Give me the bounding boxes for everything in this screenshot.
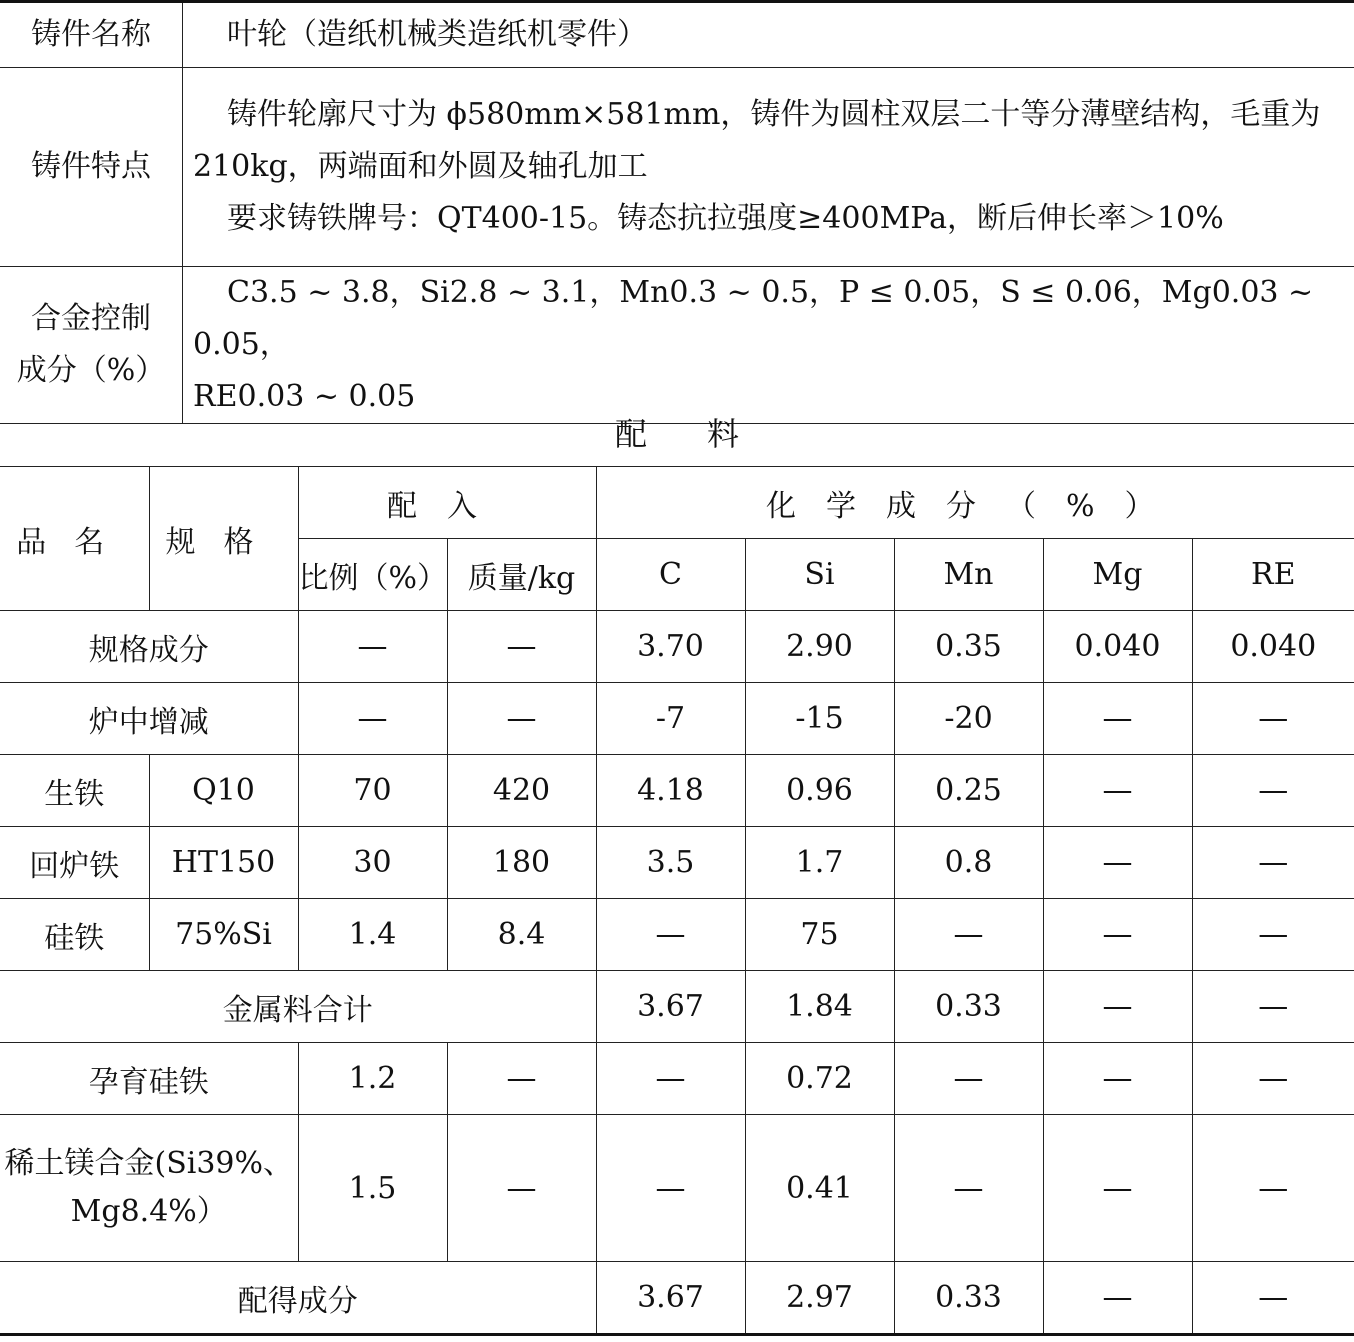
cell-mg: — xyxy=(1043,899,1192,971)
cell-mass: 420 xyxy=(447,755,596,827)
cell-spec: Q10 xyxy=(149,755,298,827)
cell-mn: — xyxy=(894,1043,1043,1115)
cell-si: 1.84 xyxy=(745,971,894,1043)
cell-si: -15 xyxy=(745,683,894,755)
table-row xyxy=(0,683,1354,755)
cell-ratio: 1.2 xyxy=(298,1043,447,1115)
cell-mn: 0.8 xyxy=(894,827,1043,899)
header-mg: Mg xyxy=(1043,539,1192,611)
header-name: 品名 xyxy=(0,467,149,611)
header-re: RE xyxy=(1192,539,1354,611)
table-row xyxy=(0,1043,1354,1115)
row-label: 规格成分 xyxy=(0,611,298,683)
cell-ratio: — xyxy=(298,611,447,683)
casting-feature-row xyxy=(0,68,1354,267)
row-label xyxy=(0,1115,298,1262)
casting-name-row xyxy=(0,2,1354,68)
header-si: Si xyxy=(745,539,894,611)
alloy-label-line-2: 成分（%） xyxy=(16,353,166,388)
header-mass: 质量/kg xyxy=(447,539,596,611)
cell-mn: 0.25 xyxy=(894,755,1043,827)
cell-name: 硅铁 xyxy=(0,899,149,971)
cell-ratio: 30 xyxy=(298,827,447,899)
cell-mg: — xyxy=(1043,827,1192,899)
row-label-line-2: Mg8.4%） xyxy=(70,1194,227,1229)
cell-re: — xyxy=(1192,1262,1354,1335)
feature-line-1: 铸件轮廓尺寸为 ϕ580mm×581mm，铸件为圆柱双层二十等分薄壁结构，毛重为 xyxy=(227,97,1321,132)
header-c: C xyxy=(596,539,745,611)
cell-spec: HT150 xyxy=(149,827,298,899)
table-row xyxy=(0,611,1354,683)
cell-si: 1.7 xyxy=(745,827,894,899)
cell-mg: — xyxy=(1043,683,1192,755)
cell-name: 生铁 xyxy=(0,755,149,827)
casting-feature-label: 铸件特点 xyxy=(0,68,183,267)
casting-name-value: 叶轮（造纸机械类造纸机零件） xyxy=(183,2,1354,68)
cell-c: 3.70 xyxy=(596,611,745,683)
table-row xyxy=(0,1262,1354,1335)
feature-line-3: 要求铸铁牌号：QT400-15。铸态抗拉强度≥400MPa，断后伸长率＞10% xyxy=(227,201,1224,236)
cell-c: 3.5 xyxy=(596,827,745,899)
cell-mn: 0.33 xyxy=(894,1262,1043,1335)
row-label-line-1: 稀土镁合金(Si39%、 xyxy=(4,1146,294,1181)
alloy-line-2: RE0.03 ~ 0.05 xyxy=(193,379,416,414)
cell-mass: — xyxy=(447,683,596,755)
table-row xyxy=(0,899,1354,971)
cell-c: — xyxy=(596,899,745,971)
cell-mg: — xyxy=(1043,971,1192,1043)
cell-c: 3.67 xyxy=(596,1262,745,1335)
table-row xyxy=(0,755,1354,827)
cell-re: — xyxy=(1192,1043,1354,1115)
header-mn: Mn xyxy=(894,539,1043,611)
cell-mg: — xyxy=(1043,1115,1192,1262)
cell-ratio: — xyxy=(298,683,447,755)
cell-c: -7 xyxy=(596,683,745,755)
cell-si: 2.90 xyxy=(745,611,894,683)
cell-mg: 0.040 xyxy=(1043,611,1192,683)
table-row xyxy=(0,827,1354,899)
feature-line-2: 210kg，两端面和外圆及轴孔加工 xyxy=(193,149,648,184)
cell-si: 2.97 xyxy=(745,1262,894,1335)
cell-si: 0.72 xyxy=(745,1043,894,1115)
burden-table xyxy=(0,466,1354,1336)
cell-re: — xyxy=(1192,827,1354,899)
cell-mass: 8.4 xyxy=(447,899,596,971)
cell-mg: — xyxy=(1043,1262,1192,1335)
cell-mg: — xyxy=(1043,755,1192,827)
cell-c: 4.18 xyxy=(596,755,745,827)
cell-mn: -20 xyxy=(894,683,1043,755)
cell-re: — xyxy=(1192,683,1354,755)
table-row xyxy=(0,1115,1354,1262)
alloy-line-1: C3.5 ~ 3.8，Si2.8 ~ 3.1，Mn0.3 ~ 0.5，P ≤ 0.05，S ≤ 0.06，Mg0.03 ~ 0.05， xyxy=(193,275,1314,362)
cell-mn: — xyxy=(894,1115,1043,1262)
row-label: 配得成分 xyxy=(0,1262,596,1335)
cell-spec: 75%Si xyxy=(149,899,298,971)
cell-ratio: 1.4 xyxy=(298,899,447,971)
cell-ratio: 70 xyxy=(298,755,447,827)
section-title: 配料 xyxy=(614,415,799,453)
cell-si: 75 xyxy=(745,899,894,971)
casting-name-label: 铸件名称 xyxy=(0,2,183,68)
header-spec: 规格 xyxy=(149,467,298,611)
casting-info-table xyxy=(0,0,1354,424)
casting-feature-value xyxy=(183,68,1354,267)
cell-re: 0.040 xyxy=(1192,611,1354,683)
cell-c: — xyxy=(596,1043,745,1115)
cell-re: — xyxy=(1192,1115,1354,1262)
cell-mass: — xyxy=(447,1115,596,1262)
cell-ratio: 1.5 xyxy=(298,1115,447,1262)
row-label: 金属料合计 xyxy=(0,971,596,1043)
cell-mass: — xyxy=(447,1043,596,1115)
cell-si: 0.96 xyxy=(745,755,894,827)
table-row xyxy=(0,971,1354,1043)
cell-mn: — xyxy=(894,899,1043,971)
cell-c: 3.67 xyxy=(596,971,745,1043)
alloy-label-line-1: 合金控制 xyxy=(31,301,151,336)
row-label: 孕育硅铁 xyxy=(0,1043,298,1115)
cell-mass: 180 xyxy=(447,827,596,899)
cell-mn: 0.35 xyxy=(894,611,1043,683)
cell-re: — xyxy=(1192,899,1354,971)
cell-c: — xyxy=(596,1115,745,1262)
row-label: 炉中增减 xyxy=(0,683,298,755)
cell-re: — xyxy=(1192,971,1354,1043)
cell-mn: 0.33 xyxy=(894,971,1043,1043)
header-row-1 xyxy=(0,467,1354,539)
cell-re: — xyxy=(1192,755,1354,827)
cell-mg: — xyxy=(1043,1043,1192,1115)
cell-name: 回炉铁 xyxy=(0,827,149,899)
header-input: 配入 xyxy=(298,467,596,539)
header-chem: 化学成分（%） xyxy=(596,467,1354,539)
cell-si: 0.41 xyxy=(745,1115,894,1262)
header-ratio: 比例（%） xyxy=(298,539,447,611)
cell-mass: — xyxy=(447,611,596,683)
